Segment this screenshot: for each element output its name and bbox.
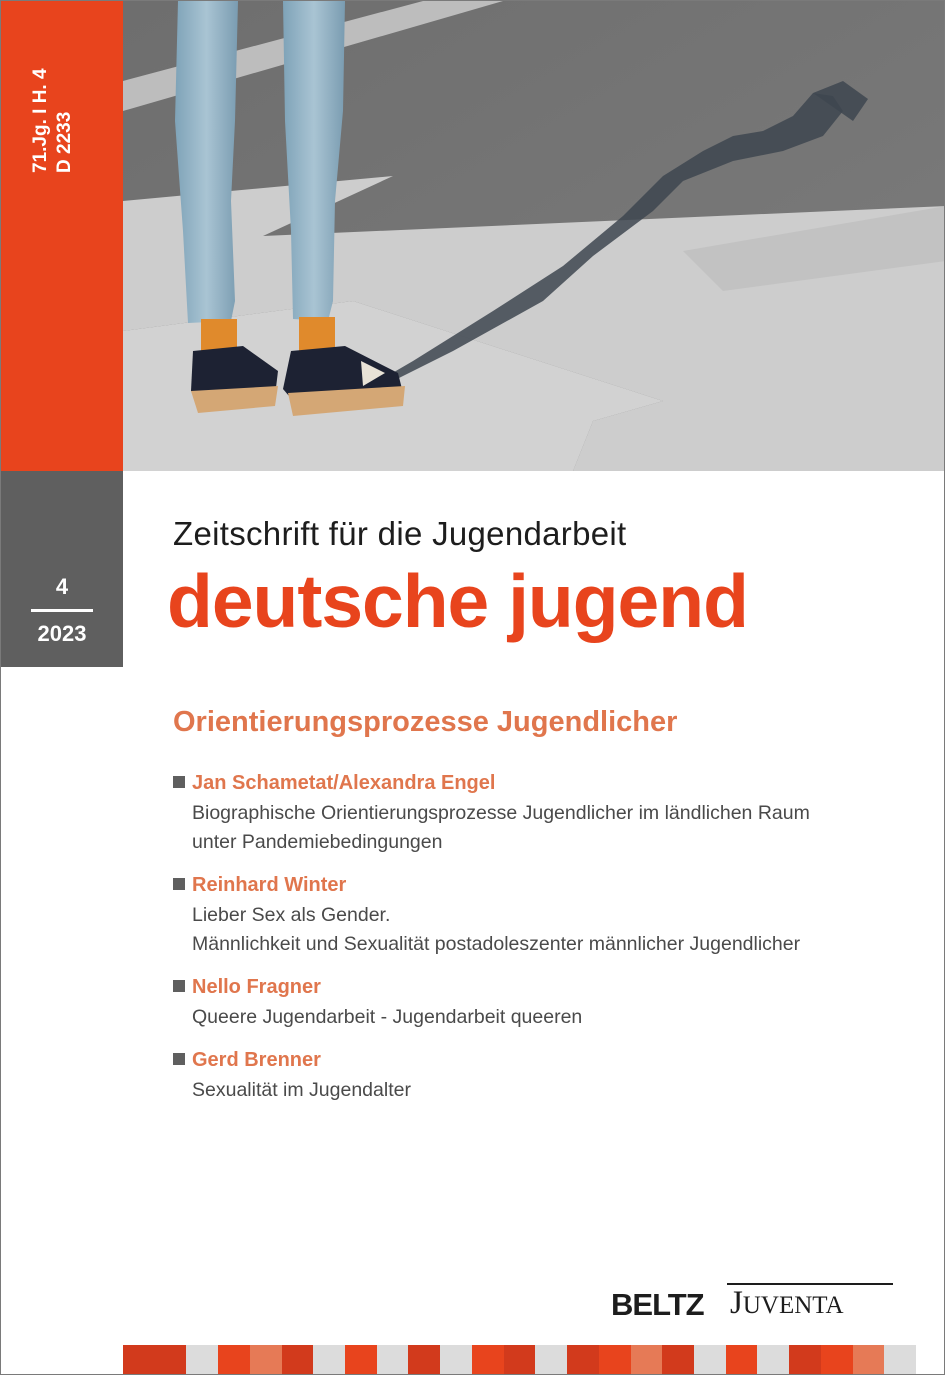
issue-theme: Orientierungsprozesse Jugendlicher	[173, 706, 678, 738]
stripe-segment	[757, 1345, 789, 1374]
bullet-square-icon	[173, 980, 185, 992]
publisher-name-juventa	[730, 1285, 844, 1322]
stripe-segment	[472, 1345, 504, 1374]
magazine-title: deutsche jugend	[167, 559, 748, 643]
stripe-segment	[599, 1345, 631, 1374]
stripe-segment	[377, 1345, 409, 1374]
article-title	[192, 799, 810, 857]
article-author: Nello Fragner	[192, 976, 321, 998]
stripe-segment	[313, 1345, 345, 1374]
article-title	[192, 1076, 411, 1105]
bullet-square-icon	[173, 878, 185, 890]
stripe-segment	[345, 1345, 377, 1374]
stripe-segment	[567, 1345, 599, 1374]
cover-photo	[123, 1, 945, 471]
stripe-segment	[408, 1345, 440, 1374]
stripe-segment	[662, 1345, 694, 1374]
stripe-segment	[155, 1345, 187, 1374]
publication-code: D 2233	[54, 111, 75, 173]
stripe-segment	[821, 1345, 853, 1374]
stripe-segment	[631, 1345, 663, 1374]
article-author: Gerd Brenner	[192, 1049, 321, 1071]
article-title-line: Männlichkeit und Sexualität postadoleszenter männlicher Jugendlicher	[192, 933, 801, 955]
publisher-name-beltz: BELTZ	[611, 1287, 704, 1322]
article-title	[192, 1003, 582, 1032]
article-title-line: unter Pandemiebedingungen	[192, 831, 443, 853]
volume-label: 71.Jg. I H. 4	[30, 68, 51, 173]
juventa-initial: J	[730, 1285, 743, 1321]
issue-year: 2023	[37, 621, 87, 646]
stripe-segment	[123, 1345, 155, 1374]
stripe-segment	[694, 1345, 726, 1374]
issue-number: 4	[55, 574, 69, 599]
article-title-line: Sexualität im Jugendalter	[192, 1079, 411, 1101]
stripe-segment	[440, 1345, 472, 1374]
magazine-subtitle: Zeitschrift für die Jugendarbeit	[173, 515, 627, 552]
stripe-segment	[535, 1345, 567, 1374]
publisher-logo	[611, 1283, 893, 1323]
article-title	[192, 901, 800, 959]
stripe-segment	[218, 1345, 250, 1374]
stripe-segment	[282, 1345, 314, 1374]
decorative-color-stripe	[123, 1345, 916, 1374]
bullet-square-icon	[173, 776, 185, 788]
article-author: Reinhard Winter	[192, 874, 347, 896]
article-title-line: Biographische Orientierungsprozesse Jugendlicher im ländlichen Raum	[192, 802, 810, 824]
stripe-segment	[250, 1345, 282, 1374]
article-author: Jan Schametat/Alexandra Engel	[192, 772, 496, 794]
juventa-rest: UVENTA	[742, 1292, 844, 1319]
stripe-segment	[726, 1345, 758, 1374]
issue-divider	[31, 609, 93, 612]
stripe-segment	[853, 1345, 885, 1374]
article-title-line: Queere Jugendarbeit - Jugendarbeit queeren	[192, 1006, 583, 1028]
article-title-line: Lieber Sex als Gender.	[192, 904, 391, 926]
stripe-segment	[789, 1345, 821, 1374]
bullet-square-icon	[173, 1053, 185, 1065]
volume-info	[29, 68, 77, 173]
stripe-segment	[504, 1345, 536, 1374]
stripe-segment	[186, 1345, 218, 1374]
stripe-segment	[884, 1345, 916, 1374]
